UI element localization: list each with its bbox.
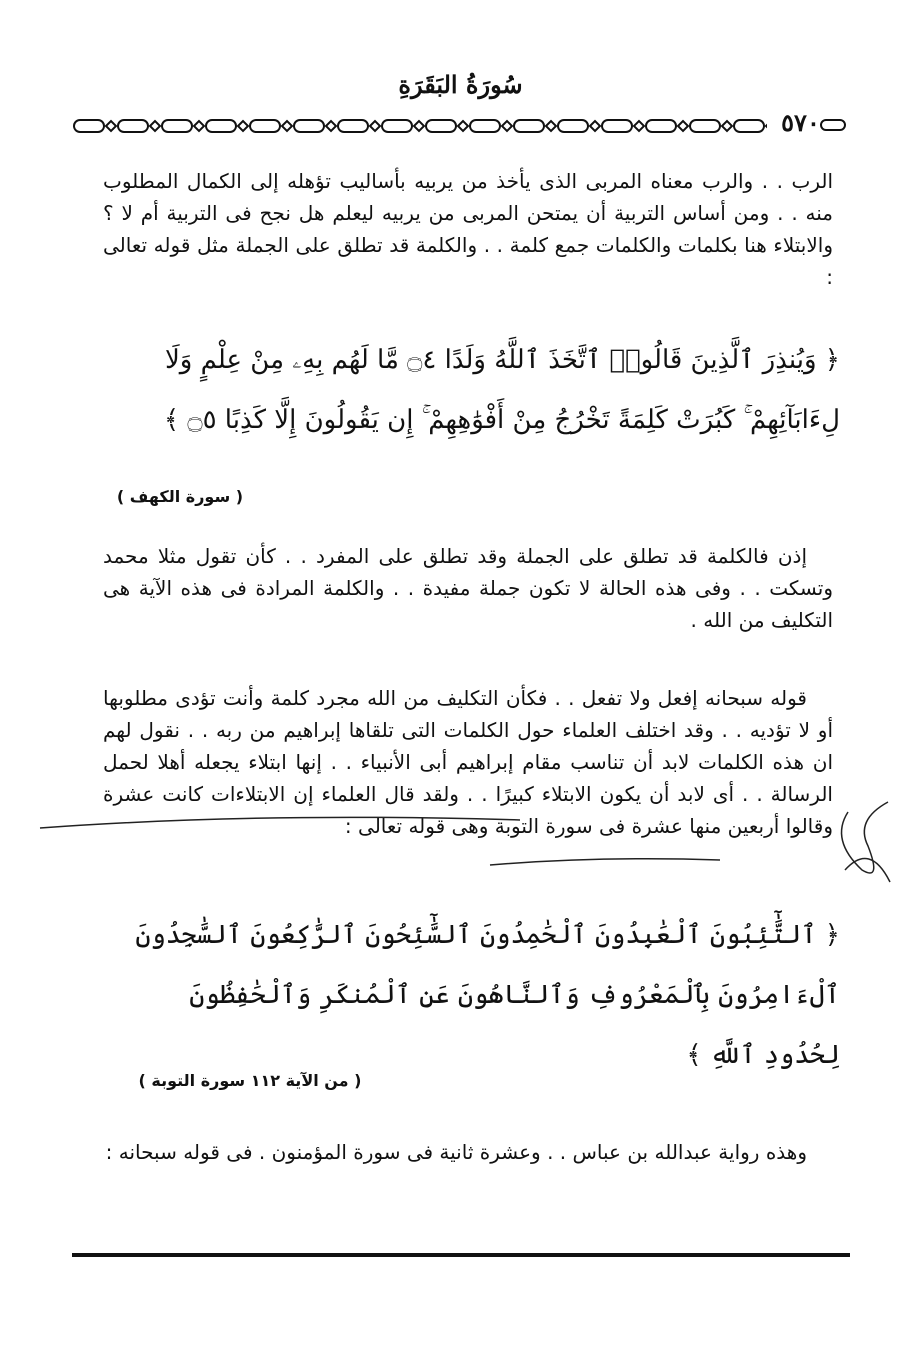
footer-rule xyxy=(72,1253,850,1257)
page-number-value: ٥٧٠ xyxy=(781,108,820,137)
quran-verse-kahf: ﴿ وَيُنذِرَ ٱلَّذِينَ قَالُوا۟ ٱتَّخَذَ ٱللَّهُ وَلَدًا ۝٤ مَّا لَهُم بِهِۦ مِنْ عِلْمٍ وَلَا لِءَابَآئِهِمْ ۚ كَبُرَتْ كَلِمَةً تَخْرُجُ مِنْ أَفْوَٰهِهِمْ ۚ إِن يَقُولُونَ إِلَّا كَذِبًا ۝٥ ﴾ xyxy=(163,345,840,435)
page-number-bar-icon xyxy=(820,119,846,131)
paragraph-3: قوله سبحانه إفعل ولا تفعل . . فكأن التكليف من الله مجرد كلمة وأنت تؤدى مطلوبها أو لا تؤديه . . وقد اختلف العلماء حول الكلمات التى تلقاها إبراهيم من ربه . . نقول لهم ان هذه الكلمات لابد أن تناسب مقام إبراهيم أبى الأنبياء . . إنها ابتلاء يجعله أهلا لحمل الرسالة . . أى لابد أن يكون الابتلاء كبيرًا . . ولقد قال العلماء إن الابتلاءات كانت عشرة وقالوا أربعين منها عشرة فى سورة التوبة وهى قوله تعالى : xyxy=(103,686,833,838)
quran-verse-tawba: ﴿ ٱلتَّٰٓئِبُونَ ٱلْعَٰبِدُونَ ٱلْحَٰمِدُونَ ٱلسَّٰٓئِحُونَ ٱلرَّٰكِعُونَ ٱلسَّٰجِدُونَ ٱلْءَامِرُونَ بِٱلْمَعْرُوفِ وَٱلنَّاهُونَ عَنِ ٱلْمُنكَرِ وَٱلْحَٰفِظُونَ لِحُدُودِ ٱللَّهِ ﴾ xyxy=(135,920,840,1070)
header-ornament-row xyxy=(72,110,862,142)
verse-reference-tawba: ( من الآية ١١٢ سورة التوبة ) xyxy=(138,1071,362,1090)
paragraph-1: الرب . . والرب معناه المربى الذى يأخذ من يربيه بأساليب تؤهله إلى الكمال المطلوب منه . . ومن أساس التربية أن يمتحن المربى من يربيه ليعلم هل نجح فى التربية أم لا ؟ والابتلاء هنا بكلمات والكلمات جمع كلمة . . والكلمة قد تطلق على الجملة مثل قوله تعالى : xyxy=(103,169,833,289)
paragraph-2: إذن فالكلمة قد تطلق على الجملة وقد تطلق على المفرد . . كأن تقول مثلا محمد وتسكت . . وفى هذه الحالة لا تكون جملة مفيدة . . والكلمة المرادة فى هذه الآية هى التكليف من الله . xyxy=(103,544,833,632)
paragraph-4: وهذه رواية عبدالله بن عباس . . وعشرة ثانية فى سورة المؤمنون . فى قوله سبحانه : xyxy=(105,1140,807,1164)
page-number xyxy=(775,108,860,137)
verse-reference-kahf: ( سورة الكهف ) xyxy=(116,487,244,506)
decorative-border-ornament xyxy=(72,116,767,136)
surah-title: سُورَةُ البَقَرَةِ xyxy=(398,70,523,99)
